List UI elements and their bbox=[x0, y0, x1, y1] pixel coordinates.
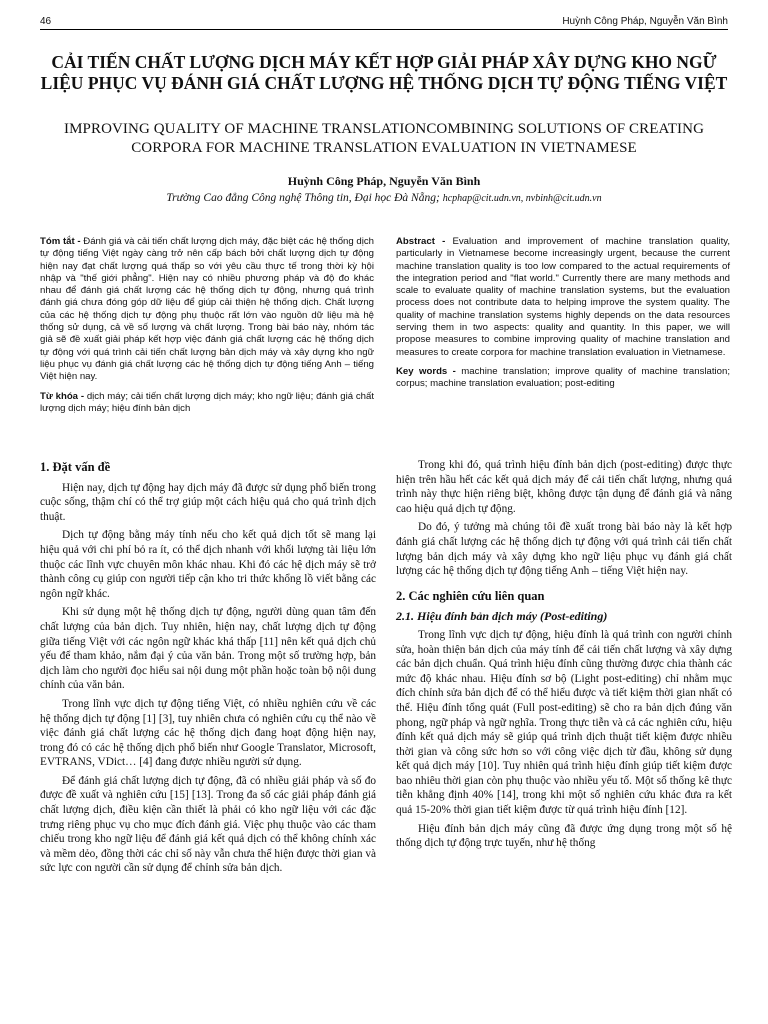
section-1-paragraph: Trong khi đó, quá trình hiệu đính bản dịch (post-editing) được thực hiện trên hầu hết các kết quả dịch máy để cải tiến chất lượng, nhưng quá trình này thực hiện riêng biệt, không được tận dụng để đánh giá và nâng cao hiệu quả dịch tự động. bbox=[396, 459, 732, 515]
section-1-paragraph: Khi sử dụng một hệ thống dịch tự động, người dùng quan tâm đến chất lượng của bản dịch. Tuy nhiên, hiện nay, chất lượng dịch tự động giữa tiếng Việt với các ngôn ngữ khác khá thấp [11] nên kết quả dịch chủ yếu để tham khảo, nắm đại ý của văn bản. Trong một số trường hợp, bản dịch làm cho người đọc hiểu sai nội dung một phần hoặc toàn bộ nội dung chính của văn bản. bbox=[40, 606, 376, 692]
section-2-heading: 2. Các nghiên cứu liên quan bbox=[396, 588, 545, 603]
title-english: IMPROVING QUALITY OF MACHINE TRANSLATIONCOMBINING SOLUTIONS OF CREATING CORPORA FOR MACHINE TRANSLATION EVALUATION IN VIETNAMESE bbox=[63, 121, 705, 156]
section-2-paragraph: Trong lĩnh vực dịch tự động, hiệu đính là quá trình con người chỉnh sửa, hoàn thiện bản dịch của máy tính để cải tiến chất lượng và xây dựng các bản dịch chuẩn. Quá trình hiệu đính cũng thường được chia thành các mức độ khác nhau. Hiệu đính sơ bộ (Light post-editing) chỉ nhằm mục đích chỉnh sửa bản dịch để có thể hiểu được và tiết kiệm thời gian nhất có thể. Hiệu đính tổng quát (Full post-editing) sẽ cho ra bản dịch đúng văn phong, ngữ pháp và ngữ nghĩa. Trong thực tiễn và cả các nghiên cứu, hiệu đính kết quả dịch máy sẽ giúp quá trình dịch thuật tiết kiệm được nhiều thời gian và công sức hơn so với công việc dịch từ đầu, không sử dụng kết quả dịch máy [10]. Tuy nhiên quá trình hiệu đính giúp tiết kiệm được bao nhiêu thời gian còn phụ thuộc vào nhiều yếu tố. Một số thống kê thực tiễn khẳng định 40% [14], trong khi một số nghiên cứu khác đưa ra kết quả 15-20% thời gian tiết kiệm được từ quá trình hiệu đính [12]. bbox=[396, 628, 732, 817]
section-2-1-heading: 2.1. Hiệu đính bản dịch máy (Post-editing) bbox=[396, 609, 608, 624]
section-1-paragraph: Trong lĩnh vực dịch tự động tiếng Việt, có nhiều nghiên cứu về các hệ thống dịch tự động [1] [3], tuy nhiên chưa có nghiên cứu cụ thể nào về việc đánh giá chất lượng các hệ thống dịch đang hoạt động hiện nay, trong đó có các hệ thống dịch phổ biến như Google Translator, Microsoft, EVTRANS, VDict… [4] đang được nhiều người sử dụng. bbox=[40, 697, 376, 769]
running-authors: Huỳnh Công Pháp, Nguyễn Văn Bình bbox=[562, 16, 728, 27]
body-column-left bbox=[40, 458, 376, 880]
institution: Trường Cao đẳng Công nghệ Thông tin, Đại học Đà Nẵng; bbox=[166, 192, 440, 204]
section-1-paragraph: Hiện nay, dịch tự động hay dịch máy đã được sử dụng phổ biến trong cuộc sống, thậm chí có thể trợ giúp một cách hiệu quả cho quá trình dịch thuật. bbox=[40, 481, 376, 523]
body-column-right bbox=[396, 458, 732, 855]
abstract-vi-paragraph bbox=[40, 236, 374, 384]
section-1-paragraph: Để đánh giá chất lượng dịch tự động, đã có nhiều giải pháp và số đo được đề xuất và nghiên cứu [15] [13]. Trong đa số các giải pháp đánh giá chất lượng dịch, điều kiện cần thiết là phải có kho ngữ liệu với các đặc trưng riêng phục vụ cho mục đích đánh giá. Việc phụ thuộc vào các tham chiếu trong kho ngữ liệu để đánh giá kết quả dịch có thể không chính xác và mềm dẻo, đồng thời các chỉ số này vẫn chưa thể hiện được thời gian và sức lực con người cần sử dụng để chỉnh sửa bản dịch. bbox=[40, 774, 376, 875]
abstract-en-paragraph bbox=[396, 236, 730, 359]
section-1-paragraph: Dịch tự động bằng máy tính nếu cho kết quả dịch tốt sẽ mang lại hiệu quả với chi phí bỏ ra ít, có thể dịch nhanh với khối lượng tài liệu lớn thuộc các lĩnh vực chuyên môn khác nhau. Khi đó các hệ dịch máy sẽ trở thành công cụ giúp con người tiếp cận kho tri thức khổng lồ viết bằng các ngôn ngữ khác. bbox=[40, 529, 376, 600]
abstract-vietnamese bbox=[40, 236, 374, 422]
section-2-paragraph: Hiệu đính bản dịch máy cũng đã được ứng dụng trong một số hệ thống dịch tự động trực tuyến, như hệ thống bbox=[396, 822, 732, 850]
page-number: 46 bbox=[40, 16, 52, 27]
abstract-vi-text: Đánh giá và cải tiến chất lượng dịch máy, đặc biệt các hệ thống dịch tự động tiếng Việt ngày càng trở nên cấp bách bởi chất lượng dịch tự động hiện nay đạt chất lượng quá thấp so với yêu cầu thực tế trong thời kỳ hội nhập và "thế giới phẳng". Hiện nay có nhiều phương pháp và độ đo khác nhau để đánh giá chất lượng các hệ thống dịch tự động, nhưng quá trình đánh giá chưa đóng góp dữ liệu để giúp cải thiện hệ thống dịch. Chất lượng của các hệ thống dịch tự động phụ thuộc rất lớn vào nguồn dữ liệu mà hệ thống sử dụng, cả về số lượng và chất lượng. Trong bài báo này, nhóm tác giả sẽ đề xuất giải pháp kết hợp việc đánh giá chất lượng các hệ thống dịch tự động với quá trình cải tiến chất lượng bản dịch máy và xây dựng kho ngữ liệu phục vụ đánh giá chất lượng các hệ thống dịch tự động tiếng Anh – tiếng Việt hiện nay. bbox=[40, 236, 375, 383]
abstract-en-label: Abstract - bbox=[396, 236, 446, 247]
affiliation bbox=[40, 192, 728, 204]
authors: Huỳnh Công Pháp, Nguyễn Văn Bình bbox=[287, 174, 481, 188]
running-header bbox=[40, 16, 728, 30]
author-emails: hcphap@cit.udn.vn, nvbinh@cit.udn.vn bbox=[442, 193, 602, 204]
abstract-en-text: Evaluation and improvement of machine translation quality, particularly in Vietnamese become increasingly urgent, because the current machine translation quality is too low compared to the actual requirements of the integration period and "flat world." Currently there are many methods and scale to evaluate quality of machine translation systems, but the evaluation process does not contribute data to helping improve the system quality. The quality of machine translation systems highly depends on the data resources serving them in two aspects: quality and quantity. In this paper, we will propose measures to combine improving quality of machine translation and measures to create corpora for machine translation evaluation in Vietnamese. bbox=[396, 236, 731, 358]
keywords-en-text: machine translation; improve quality of machine translation; corpus; machine translation evaluation; post-editing bbox=[396, 365, 730, 390]
keywords-en-paragraph bbox=[396, 366, 730, 391]
keywords-vi-label: Từ khóa - bbox=[40, 390, 85, 402]
keywords-vi-paragraph bbox=[40, 391, 374, 416]
abstract-english bbox=[396, 236, 730, 398]
keywords-en-label: Key words - bbox=[396, 365, 456, 377]
abstract-vi-label: Tóm tắt - bbox=[40, 236, 81, 247]
section-1-heading: 1. Đặt vấn đề bbox=[40, 460, 111, 474]
title-vietnamese: CẢI TIẾN CHẤT LƯỢNG DỊCH MÁY KẾT HỢP GIẢI PHÁP XÂY DỰNG KHO NGỮ LIỆU PHỤC VỤ ĐÁNH GIÁ CHẤT LƯỢNG HỆ THỐNG DỊCH TỰ ĐỘNG TIẾNG VIỆT bbox=[40, 52, 728, 93]
section-1-paragraph: Do đó, ý tưởng mà chúng tôi đề xuất trong bài báo này là kết hợp đánh giá chất lượng các hệ thống dịch tự động với quá trình cải tiến chất lượng bản dịch máy và xây dựng kho ngữ liệu phục vụ đánh giá chất lượng các hệ thống dịch tự động tiếng Anh – tiếng Việt hiện nay. bbox=[396, 521, 732, 578]
keywords-vi-text: dịch máy; cải tiến chất lượng dịch máy; kho ngữ liệu; đánh giá chất lượng dịch máy; hiệu đính bản dịch bbox=[40, 390, 374, 414]
